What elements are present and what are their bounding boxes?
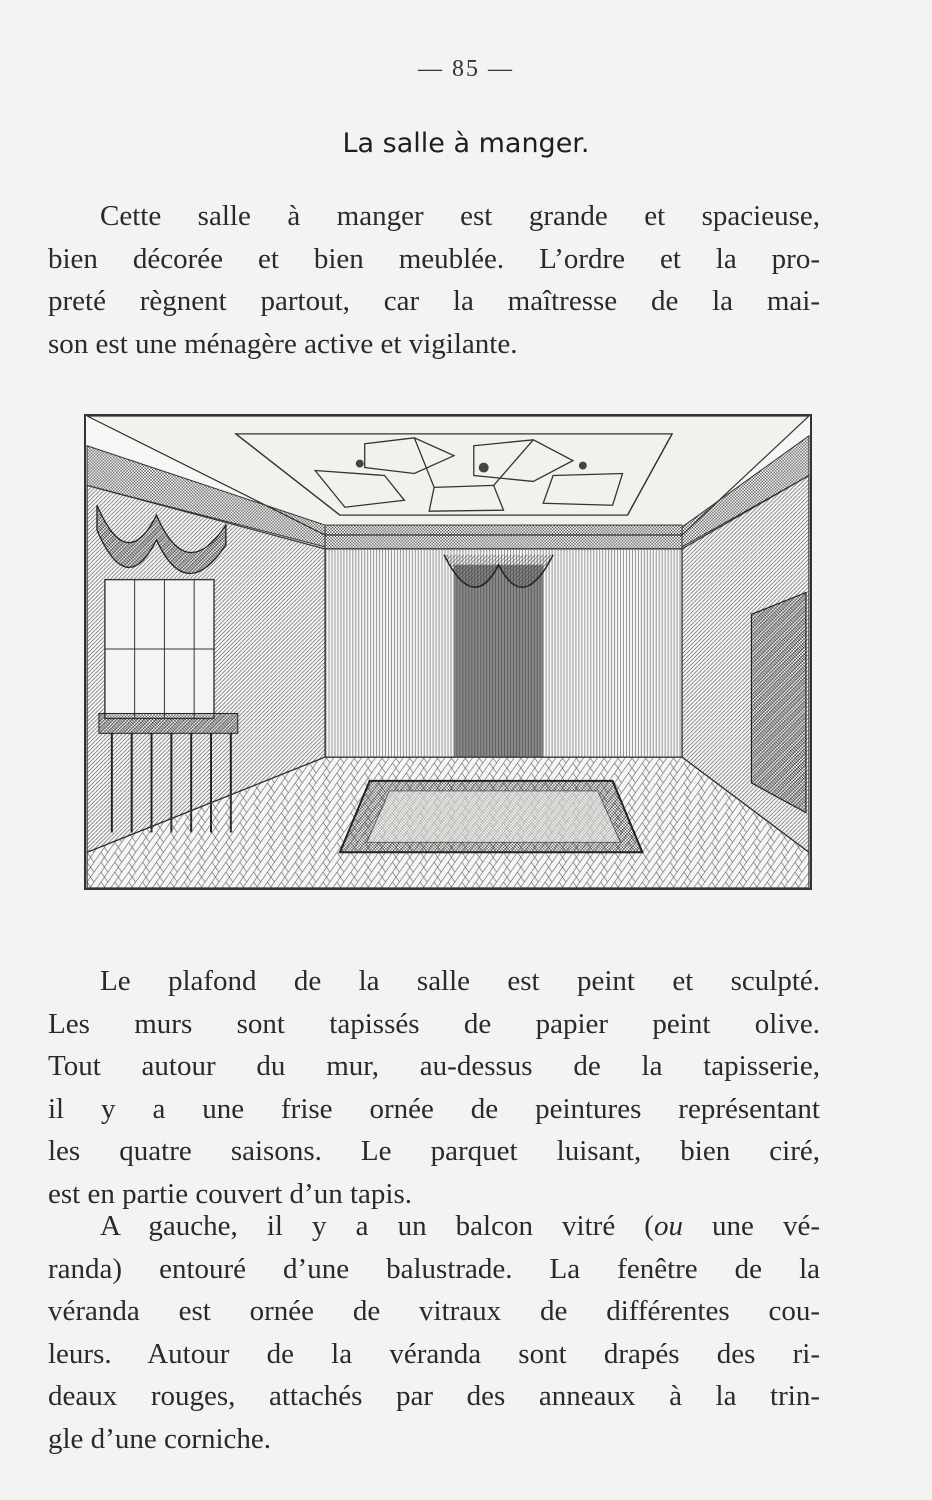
text-line: est en partie couvert d’un tapis.	[48, 1177, 412, 1210]
text-line: gle d’une corniche.	[48, 1422, 272, 1455]
dining-room-illustration	[84, 414, 812, 890]
text-line: bien décorée et bien meublée. L’ordre et la pro-	[48, 242, 820, 275]
text-line: Le plafond de la salle est peint et sculpté.	[100, 965, 820, 997]
text-fragment: A gauche, il y a un balcon vitré (	[100, 1210, 654, 1242]
paragraph-intro	[48, 195, 820, 365]
page-number: — 85 —	[418, 56, 514, 82]
italic-word: ou	[653, 1210, 683, 1242]
page-title: La salle à manger.	[342, 128, 590, 159]
text-line: Cette salle à manger est grande et spacieuse,	[100, 200, 820, 232]
text-line	[48, 1205, 820, 1248]
text-line: son est une ménagère active et vigilante.	[48, 327, 518, 360]
text-line: leurs. Autour de la véranda sont drapés des ri-	[48, 1337, 820, 1370]
illustration-drawing	[86, 416, 810, 888]
text-line: Tout autour du mur, au-dessus de la tapisserie,	[48, 1050, 820, 1082]
text-line: preté règnent partout, car la maîtresse de la mai-	[48, 285, 820, 317]
text-line: véranda est ornée de vitraux de différentes cou-	[48, 1295, 820, 1327]
text-line: les quatre saisons. Le parquet luisant, bien ciré,	[48, 1135, 820, 1167]
text-fragment: une vé-	[682, 1210, 820, 1242]
text-line: Les murs sont tapissés de papier peint olive.	[48, 1007, 820, 1040]
text-line: randa) entouré d’une balustrade. La fenêtre de la	[48, 1252, 820, 1285]
text-line: il y a une frise ornée de peintures représentant	[48, 1092, 820, 1125]
paragraph-ceiling	[48, 960, 820, 1215]
paragraph-veranda	[48, 1205, 820, 1460]
text-line: deaux rouges, attachés par des anneaux à la trin-	[48, 1380, 820, 1412]
